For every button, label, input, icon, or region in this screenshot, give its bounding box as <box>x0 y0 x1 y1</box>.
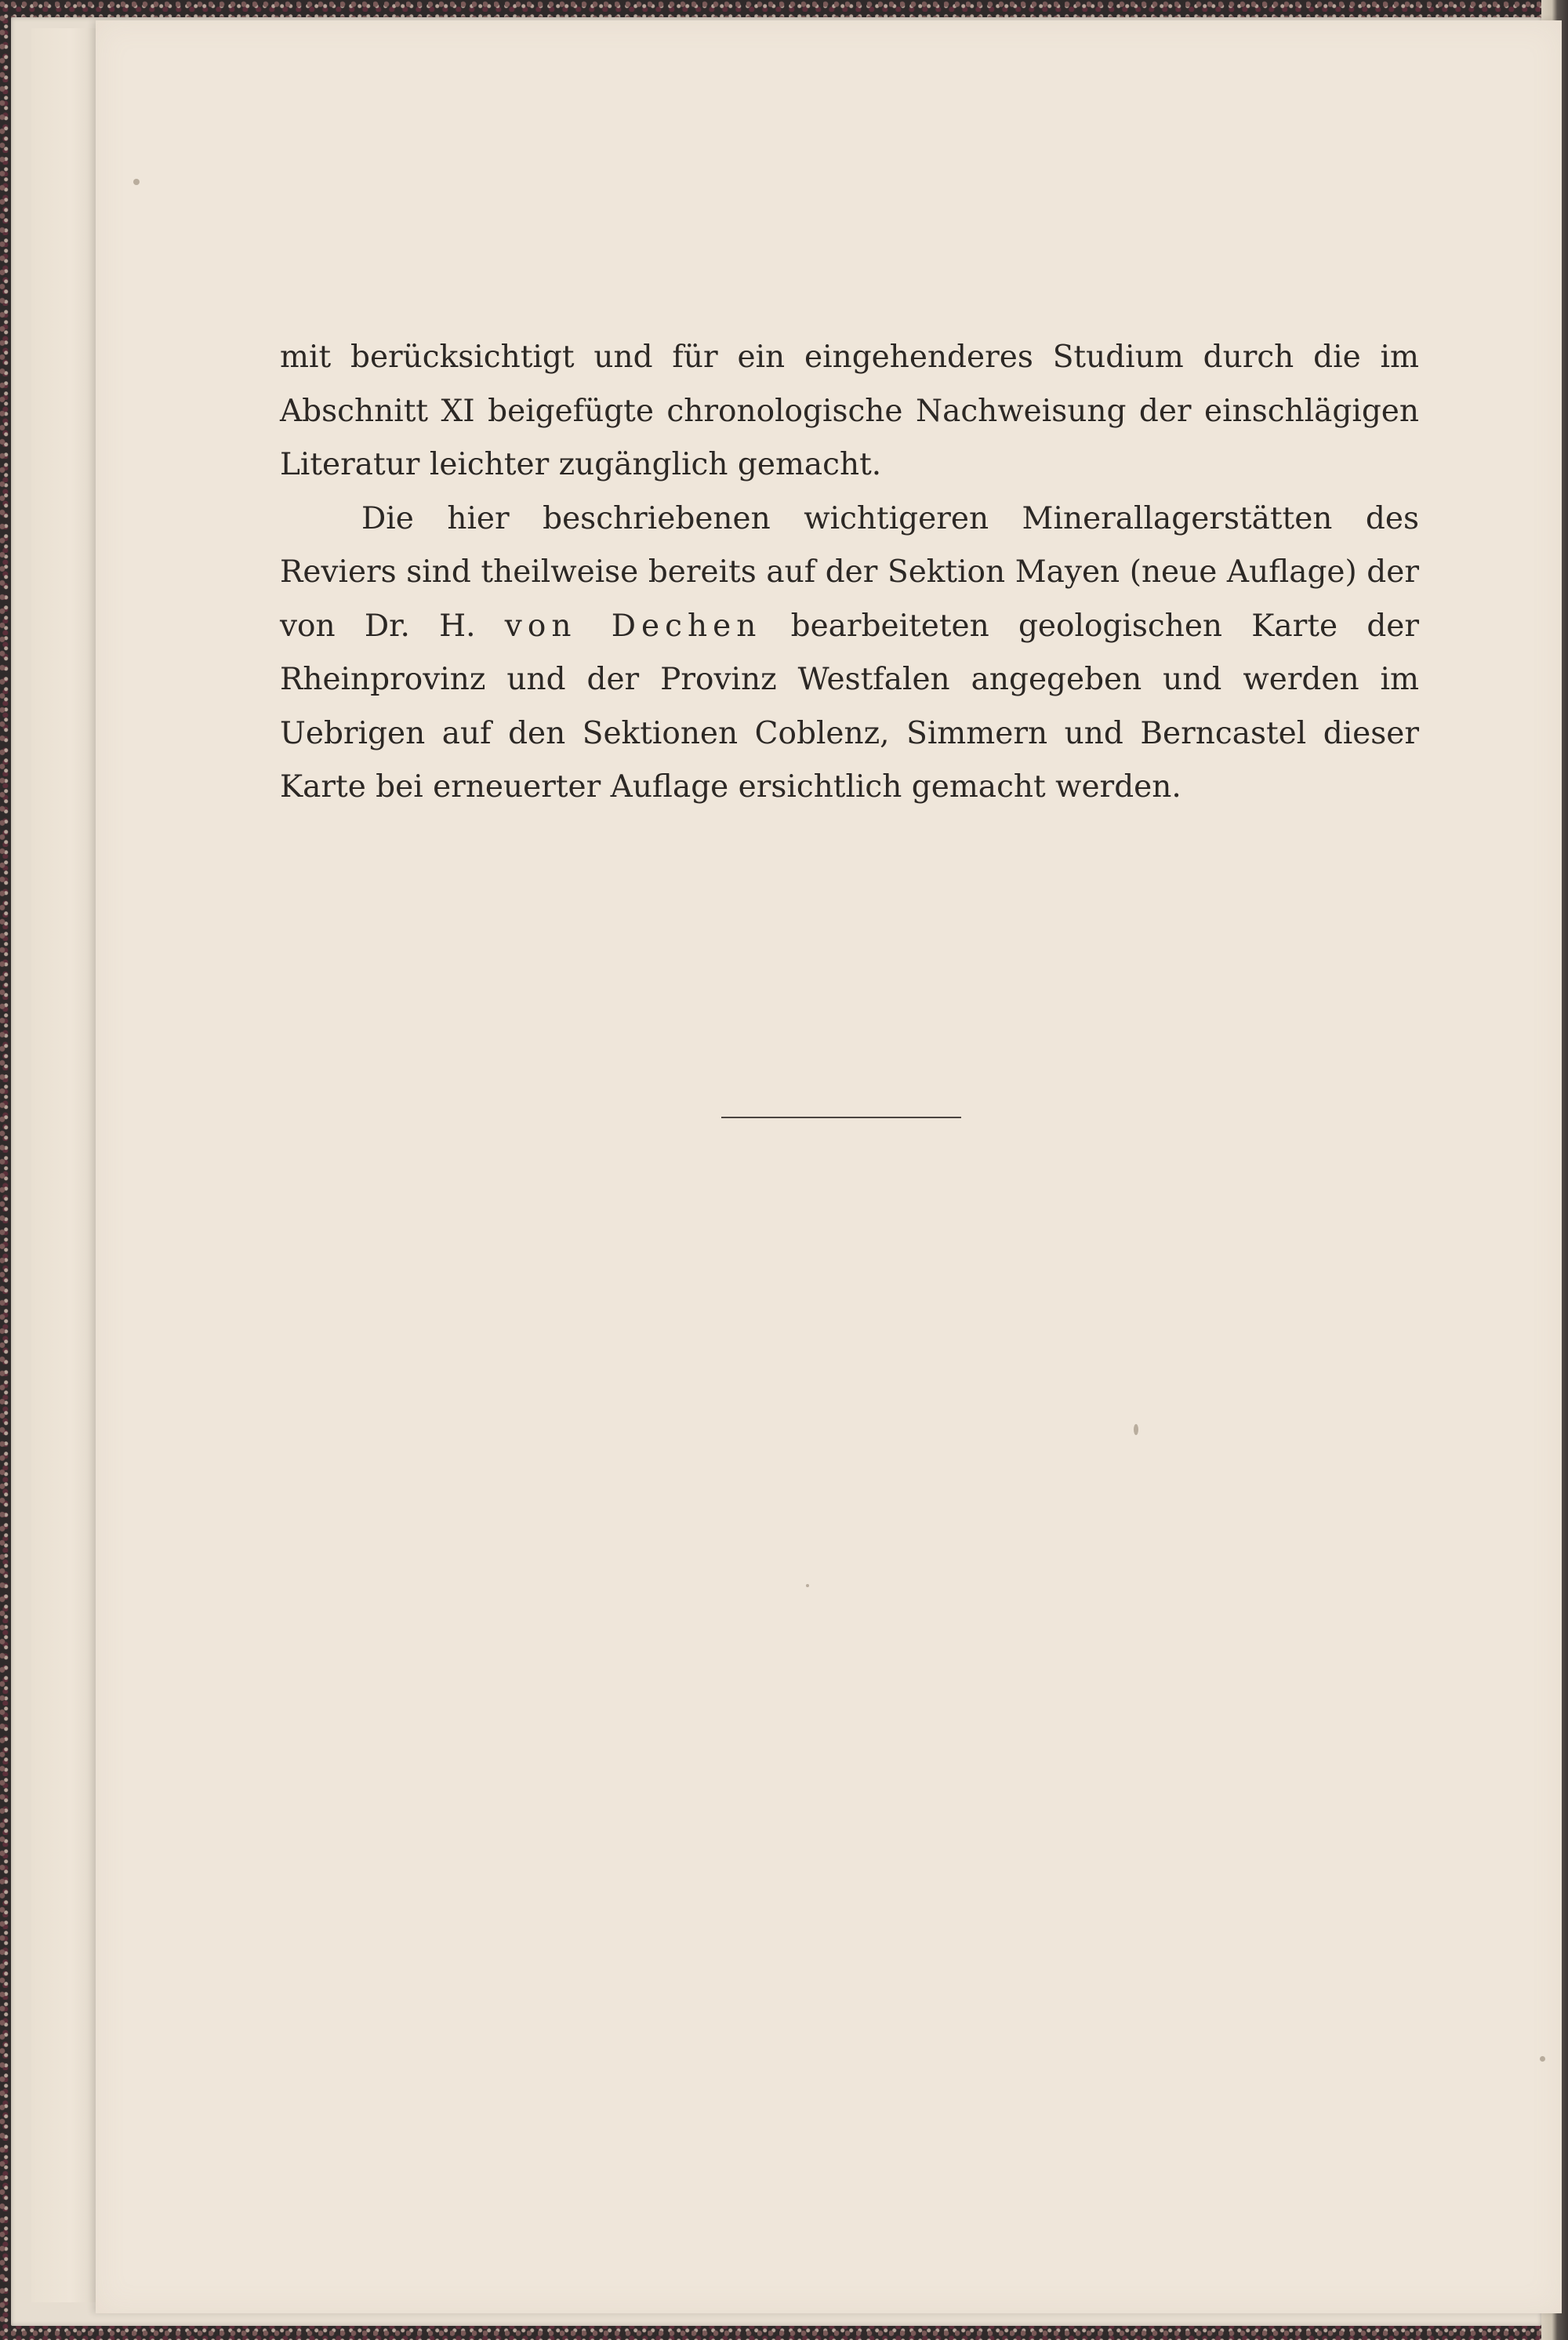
paper-speck <box>806 1584 809 1587</box>
paper-speck <box>1134 1424 1138 1435</box>
paragraph-2-text-a: Die hier beschriebenen wichtigeren Minerallagerstätten des Reviers sind theilweise bereits auf der Sektion Mayen (neue Auflage) der von Dr. H. <box>280 500 1419 644</box>
page-fold-strip <box>31 28 98 2302</box>
paragraph-2 <box>280 492 1419 815</box>
paper-speck <box>1540 2056 1545 2062</box>
paper-speck <box>133 179 140 185</box>
paragraph-1: mit berücksichtigt und für ein eingehenderes Studium durch die im Abschnitt XI beigefügte chronologische Nachweisung der einschlägigen Literatur leichter zugänglich gemacht. <box>280 340 1419 482</box>
paragraph-2-text-b: bearbeiteten geologischen Karte der Rheinprovinz und der Provinz Westfalen angegeben und werden im Uebrigen auf den Sektionen Coblenz, Simmern und Berncastel dieser Karte bei erneuerter Auflage ersichtlich gemacht werden. <box>280 608 1420 805</box>
page-text <box>280 331 1419 815</box>
author-name-spaced: von Dechen <box>504 608 762 644</box>
section-divider-rule <box>721 1117 961 1118</box>
